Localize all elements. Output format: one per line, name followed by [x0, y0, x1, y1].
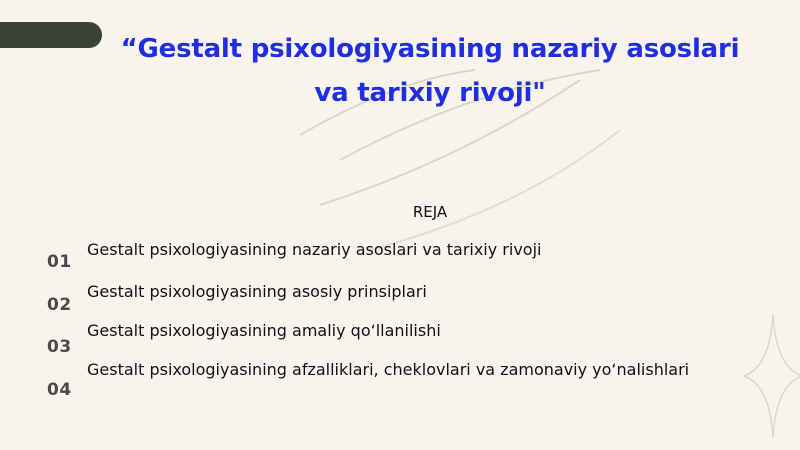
slide-title: “Gestalt psixologiyasining nazariy asoslari va tarixiy rivoji"	[120, 34, 740, 108]
item-text: Gestalt psixologiyasining asosiy prinsiplari	[87, 282, 427, 301]
sparkle-star-icon	[742, 312, 800, 440]
plan-item	[0, 282, 800, 322]
plan-item	[0, 240, 800, 280]
item-text: Gestalt psixologiyasining nazariy asoslari va tarixiy rivoji	[87, 240, 542, 259]
plan-heading: REJA	[412, 203, 448, 221]
accent-bar	[0, 22, 102, 48]
item-text: Gestalt psixologiyasining afzalliklari, cheklovlari va zamonaviy yo‘nalishlari	[87, 360, 690, 379]
item-number: 04	[47, 380, 72, 400]
item-number: 02	[47, 295, 72, 315]
plan-item	[0, 360, 800, 400]
plan-item	[0, 321, 800, 361]
item-text: Gestalt psixologiyasining amaliy qo‘llanilishi	[87, 321, 441, 340]
item-number: 03	[47, 337, 72, 357]
item-number: 01	[47, 252, 72, 272]
